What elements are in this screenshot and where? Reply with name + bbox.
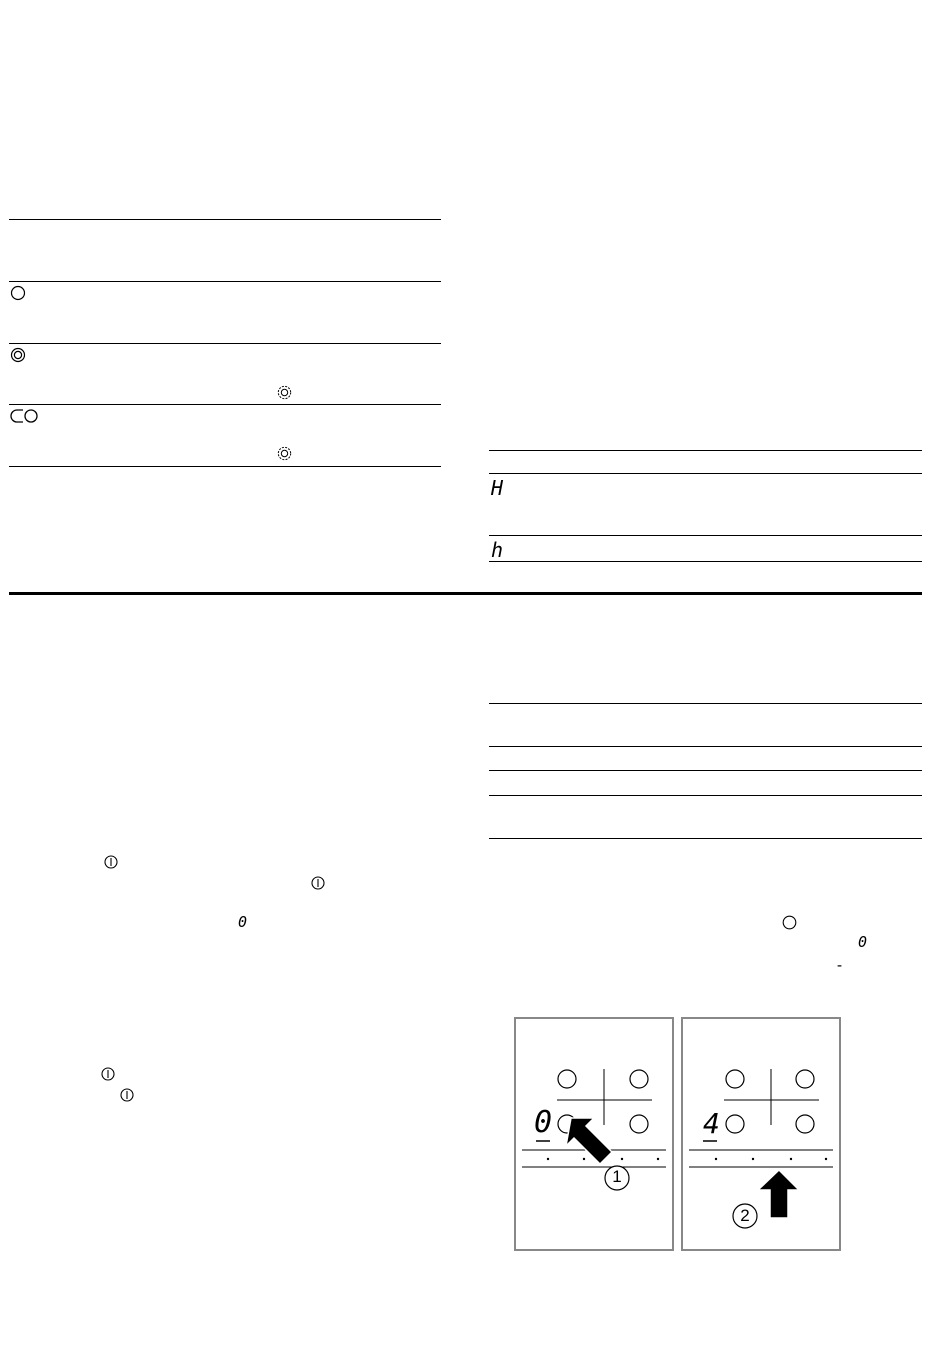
display-zero-symbol: 0 — [858, 933, 868, 951]
residual-heat-high-symbol: H — [491, 476, 504, 500]
table-rule — [9, 343, 441, 344]
power-icon — [311, 876, 325, 890]
display-dash-symbol: - — [835, 956, 845, 974]
table-rule — [9, 219, 441, 220]
table-rule — [489, 795, 922, 796]
display-zero-symbol: 0 — [238, 913, 248, 931]
power-icon — [104, 855, 118, 869]
table-rule — [9, 466, 441, 467]
single-circuit-zone-icon — [10, 285, 26, 301]
residual-heat-low-symbol: h — [491, 538, 504, 562]
power-icon — [101, 1067, 115, 1081]
panel-display-digit: 4 — [703, 1107, 720, 1140]
table-rule — [9, 404, 441, 405]
cooking-zone-icon — [782, 915, 797, 930]
table-rule — [489, 770, 922, 771]
table-rule — [489, 746, 922, 747]
power-icon — [120, 1088, 134, 1102]
table-rule — [489, 838, 922, 839]
callout-number: 1 — [612, 1167, 622, 1186]
panel-display-digit: 0 — [534, 1105, 553, 1140]
table-rule — [489, 561, 922, 562]
zone-activation-icon — [277, 385, 292, 400]
callout-number: 2 — [740, 1206, 750, 1225]
table-rule — [489, 703, 922, 704]
table-rule — [489, 450, 922, 451]
zone-activation-icon — [277, 446, 292, 461]
extended-zone-icon — [10, 408, 40, 424]
section-divider — [9, 592, 922, 595]
table-rule — [489, 473, 922, 474]
table-rule — [9, 281, 441, 282]
table-rule — [489, 535, 922, 536]
dual-circuit-zone-icon — [10, 347, 26, 363]
